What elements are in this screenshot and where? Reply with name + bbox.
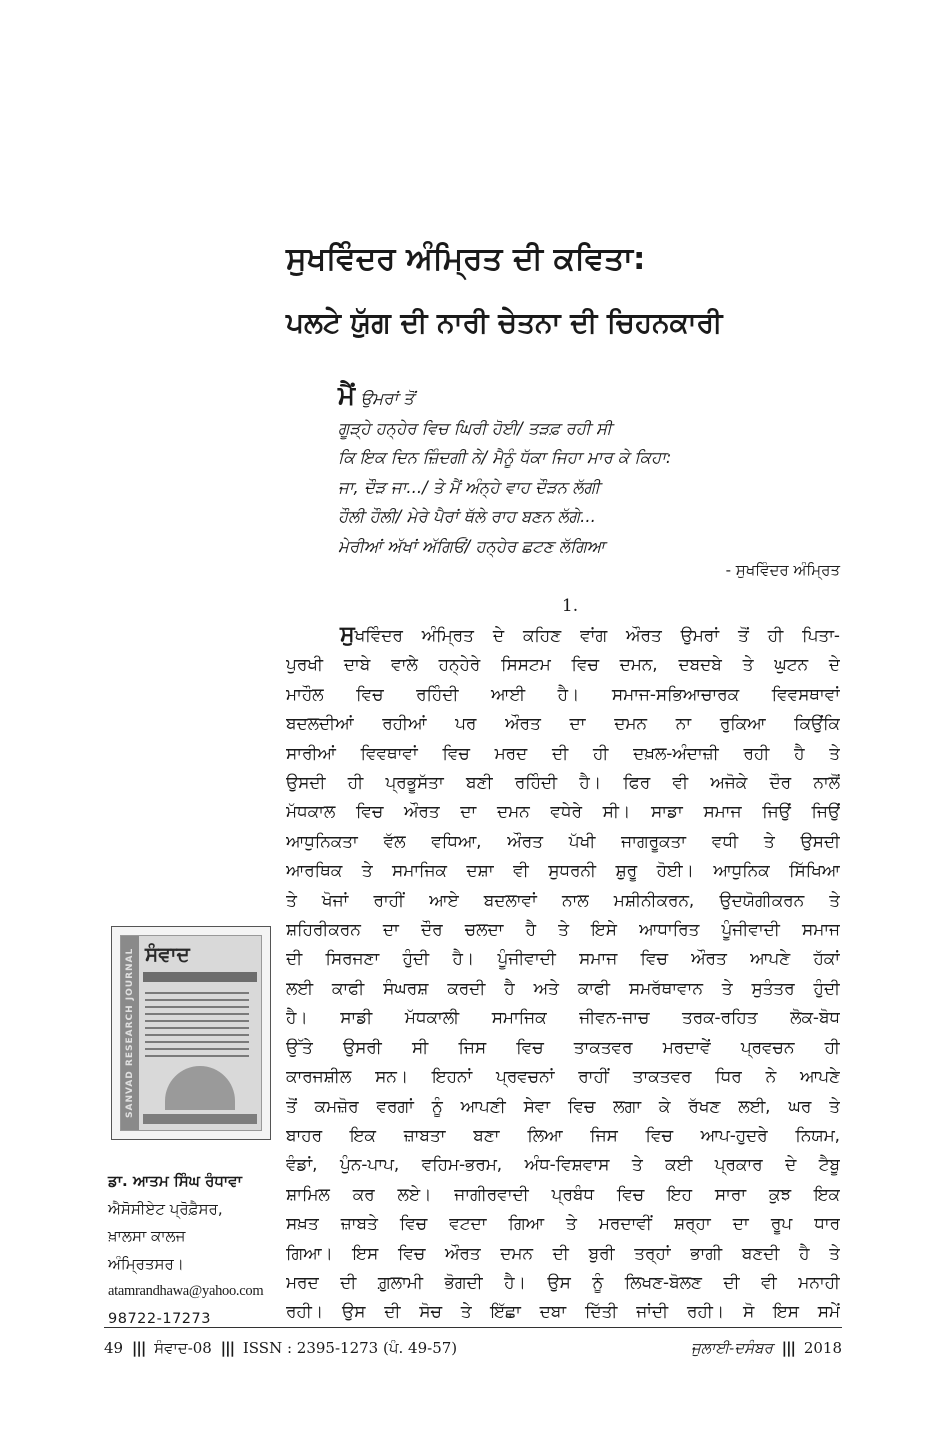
poem-line: ਕਿ ਇਕ ਦਿਨ ਜ਼ਿੰਦਗੀ ਨੇ/ ਮੈਨੂੰ ਧੱਕਾ ਜਿਹਾ ਮਾਰ ਕੇ ਕਿਹਾ: [338, 448, 672, 467]
poem-line: ਹੌਲੀ ਹੌਲੀ/ ਮੇਰੇ ਪੈਰਾਂ ਥੱਲੇ ਰਾਹ ਬਣਨ ਲੱਗੇ... [338, 507, 596, 526]
author-city: ਅੰਮ੍ਰਿਤਸਰ। [108, 1254, 184, 1273]
body-line: ਤੇ ਖੋਜਾਂ ਰਾਹੀਂ ਆਏ ਬਦਲਾਵਾਂ ਨਾਲ ਮਸ਼ੀਨੀਕਰਨ, ਉਦਯੋਗੀਕਰਨ ਤੇ [286, 889, 840, 910]
section-number: 1. [561, 596, 579, 616]
issue-year: 2018 [803, 1339, 842, 1357]
issn: ISSN : 2395-1273 (ਪੰ. 49-57) [242, 1339, 458, 1357]
poem-line: ਮੇਰੀਆਂ ਅੱਖਾਂ ਅੱਗਿਓਂ/ ਹਨ੍ਹੇਰ ਛਟਣ ਲੱਗਿਆ [338, 536, 605, 556]
cover-spine-text: SANVAD RESEARCH JOURNAL [121, 936, 139, 1130]
body-line: ਕਾਰਜਸ਼ੀਲ ਸਨ। ਇਹਨਾਂ ਪ੍ਰਵਚਨਾਂ ਰਾਹੀਂ ਤਾਕਤਵਰ ਧਿਰ ਨੇ ਆਪਣੇ [286, 1066, 840, 1087]
body-line: ਸ਼ਾਮਿਲ ਕਰ ਲਏ। ਜਾਗੀਰਵਾਦੀ ਪ੍ਰਬੰਧ ਵਿਚ ਇਹ ਸਾਰਾ ਕੁਝ ਇਕ [286, 1183, 840, 1204]
body-line: ਆਰਥਿਕ ਤੇ ਸਮਾਜਿਕ ਦਸ਼ਾ ਵੀ ਸੁਧਰਨੀ ਸ਼ੁਰੂ ਹੋਈ। ਆਧੁਨਿਕ ਸਿੱਖਿਆ [286, 860, 840, 881]
body-line: ਆਧੁਨਿਕਤਾ ਵੱਲ ਵਧਿਆ, ਔਰਤ ਪੱਖੀ ਜਾਗਰੂਕਤਾ ਵਧੀ ਤੇ ਉਸਦੀ [286, 830, 840, 851]
author-block [108, 1168, 278, 1333]
body-line: ਤੋਂ ਕਮਜ਼ੋਰ ਵਰਗਾਂ ਨੂੰ ਆਪਣੀ ਸੇਵਾ ਵਿਚ ਲਗਾ ਕੇ ਰੱਖਣ ਲਈ, ਘਰ ਤੇ [286, 1095, 840, 1116]
body-line: ਉਸਦੀ ਹੀ ਪ੍ਰਭੂਸੱਤਾ ਬਣੀ ਰਹਿੰਦੀ ਹੈ। ਫਿਰ ਵੀ ਅਜੋਕੇ ਦੌਰ ਨਾਲੋਂ [286, 772, 840, 793]
journal-name: ਸੰਵਾਦ-08 [154, 1339, 212, 1357]
author-name: ਡਾ. ਆਤਮ ਸਿੰਘ ਰੰਧਾਵਾ [108, 1172, 242, 1190]
author-college: ਖ਼ਾਲਸਾ ਕਾਲਜ [108, 1227, 186, 1245]
body-line: ਰਹੀ। ਉਸ ਦੀ ਸੋਚ ਤੇ ਇੱਛਾ ਦਬਾ ਦਿੱਤੀ ਜਾਂਦੀ ਰਹੀ। ਸੋ ਇਸ ਸਮੇਂ [286, 1301, 840, 1322]
body-line: ਉੱਤੇ ਉਸਰੀ ਸੀ ਜਿਸ ਵਿਚ ਤਾਕਤਵਰ ਮਰਦਾਵੇਂ ਪ੍ਰਵਚਨ ਹੀ [286, 1036, 840, 1057]
issue-period: ਜੁਲਾਈ-ਦਸੰਬਰ [691, 1339, 773, 1357]
cover-building-illustration [165, 1066, 235, 1110]
author-designation: ਐਸੋਸੀਏਟ ਪ੍ਰੋਫ਼ੈਸਰ, [108, 1199, 223, 1218]
body-line: ਸ਼ਹਿਰੀਕਰਨ ਦਾ ਦੌਰ ਚਲਦਾ ਹੈ ਤੇ ਇਸੇ ਆਧਾਰਿਤ ਪੂੰਜੀਵਾਦੀ ਸਮਾਜ [286, 919, 840, 940]
separator-bars-icon: ||| [131, 1339, 146, 1357]
body-line: ਵੰਡਾਂ, ਪੁੰਨ-ਪਾਪ, ਵਹਿਮ-ਭਰਮ, ਅੰਧ-ਵਿਸ਼ਵਾਸ ਤੇ ਕਈ ਪ੍ਰਕਾਰ ਦੇ ਟੈਬੂ [286, 1154, 840, 1175]
poem-line: ਮੈਂ ਉਮਰਾਂ ਤੋਂ [338, 381, 414, 411]
body-line: ਸਖ਼ਤ ਜ਼ਾਬਤੇ ਵਿਚ ਵਟਦਾ ਗਿਆ ਤੇ ਮਰਦਾਵੀਂ ਸ਼ਰ੍ਹਾ ਦਾ ਰੂਪ ਧਾਰ [286, 1213, 840, 1234]
epigraph-poem [338, 382, 848, 561]
cover-artwork [120, 935, 262, 1131]
body-line: ਬਦਲਦੀਆਂ ਰਹੀਆਂ ਪਰ ਔਰਤ ਦਾ ਦਮਨ ਨਾ ਰੁਕਿਆ ਕਿਉਂਕਿ [286, 713, 840, 734]
body-line: ਮਾਹੌਲ ਵਿਚ ਰਹਿੰਦੀ ਆਈ ਹੈ। ਸਮਾਜ-ਸਭਿਆਚਾਰਕ ਵਿਵਸਥਾਵਾਂ [286, 683, 840, 704]
body-line: ਲਈ ਕਾਫੀ ਸੰਘਰਸ਼ ਕਰਦੀ ਹੈ ਅਤੇ ਕਾਫੀ ਸਮਰੱਥਾਵਾਨ ਤੇ ਸੁਤੰਤਰ ਹੁੰਦੀ [286, 977, 840, 998]
poem-first-word: ਮੈਂ [338, 381, 356, 411]
cover-footer-band [143, 1114, 257, 1124]
body-line: ਬਾਹਰ ਇਕ ਜ਼ਾਬਤਾ ਬਣਾ ਲਿਆ ਜਿਸ ਵਿਚ ਆਪ-ਹੁਦਰੇ ਨਿਯਮ, [286, 1124, 840, 1145]
cover-band [143, 972, 257, 982]
page-footer [104, 1336, 842, 1360]
footer-right [691, 1336, 842, 1360]
body-line: ਮੱਧਕਾਲ ਵਿਚ ਔਰਤ ਦਾ ਦਮਨ ਵਧੇਰੇ ਸੀ। ਸਾਡਾ ਸਮਾਜ ਜਿਉਂ ਜਿਉਂ [286, 801, 840, 822]
footer-divider [104, 1327, 842, 1328]
author-phone: 98722-17273 [108, 1310, 211, 1327]
article-subtitle: ਪਲਟੇ ਯੁੱਗ ਦੀ ਨਾਰੀ ਚੇਤਨਾ ਦੀ ਚਿਹਨਕਾਰੀ [286, 306, 723, 339]
separator-bars-icon: ||| [220, 1339, 235, 1357]
body-line: ਮਰਦ ਦੀ ਗ਼ੁਲਾਮੀ ਭੋਗਦੀ ਹੈ। ਉਸ ਨੂੰ ਲਿਖਣ-ਬੋਲਣ ਦੀ ਵੀ ਮਨਾਹੀ [286, 1271, 840, 1292]
body-line: ਗਿਆ। ਇਸ ਵਿਚ ਔਰਤ ਦਮਨ ਦੀ ਬੁਰੀ ਤਰ੍ਹਾਂ ਭਾਗੀ ਬਣਦੀ ਹੈ ਤੇ [286, 1242, 840, 1263]
body-line: ਪੁਰਖੀ ਦਾਬੇ ਵਾਲੇ ਹਨ੍ਹੇਰੇ ਸਿਸਟਮ ਵਿਚ ਦਮਨ, ਦਬਦਬੇ ਤੇ ਘੁਟਨ ਦੇ [286, 654, 840, 675]
separator-bars-icon: ||| [781, 1339, 796, 1357]
body-line: ਸਾਰੀਆਂ ਵਿਵਥਾਵਾਂ ਵਿਚ ਮਰਦ ਦੀ ਹੀ ਦਖ਼ਲ-ਅੰਦਾਜ਼ੀ ਰਹੀ ਹੈ ਤੇ [286, 742, 840, 763]
journal-cover-image [111, 926, 271, 1140]
poem-line: ਜਾ, ਦੌੜ ਜਾ.../ ਤੇ ਮੈਂ ਅੰਨ੍ਹੇ ਵਾਹ ਦੌੜਨ ਲੱਗੀ [338, 477, 601, 497]
body-line: ਹੈ। ਸਾਡੀ ਮੱਧਕਾਲੀ ਸਮਾਜਿਕ ਜੀਵਨ-ਜਾਚ ਤਰਕ-ਰਹਿਤ ਲੋਕ-ਬੋਧ [286, 1007, 840, 1028]
cover-title: ਸੰਵਾਦ [145, 942, 190, 966]
article-body [286, 620, 840, 1327]
body-line: ਸੁਖਵਿੰਦਰ ਅੰਮ੍ਰਿਤ ਦੇ ਕਹਿਣ ਵਾਂਗ ਔਰਤ ਉਮਰਾਂ ਤੋਂ ਹੀ ਪਿਤਾ- [340, 622, 840, 647]
cover-contents-list [145, 992, 249, 1062]
drop-cap: ਸੁ [340, 622, 355, 647]
poem-line: ਗੂੜ੍ਹੇ ਹਨ੍ਹੇਰ ਵਿਚ ਘਿਰੀ ਹੋਈ/ ਤੜਫ਼ ਰਹੀ ਸੀ [338, 418, 612, 438]
page-number: 49 [104, 1339, 124, 1357]
poem-attribution: - ਸੁਖਵਿੰਦਰ ਅੰਮ੍ਰਿਤ [725, 561, 840, 579]
article-title: ਸੁਖਵਿੰਦਰ ਅੰਮ੍ਰਿਤ ਦੀ ਕਵਿਤਾ: [286, 241, 646, 277]
author-email: atamrandhawa@yahoo.com [108, 1283, 264, 1299]
footer-left [104, 1336, 457, 1360]
body-line: ਦੀ ਸਿਰਜਣਾ ਹੁੰਦੀ ਹੈ। ਪੂੰਜੀਵਾਦੀ ਸਮਾਜ ਵਿਚ ਔਰਤ ਆਪਣੇ ਹੱਕਾਂ [286, 948, 840, 969]
